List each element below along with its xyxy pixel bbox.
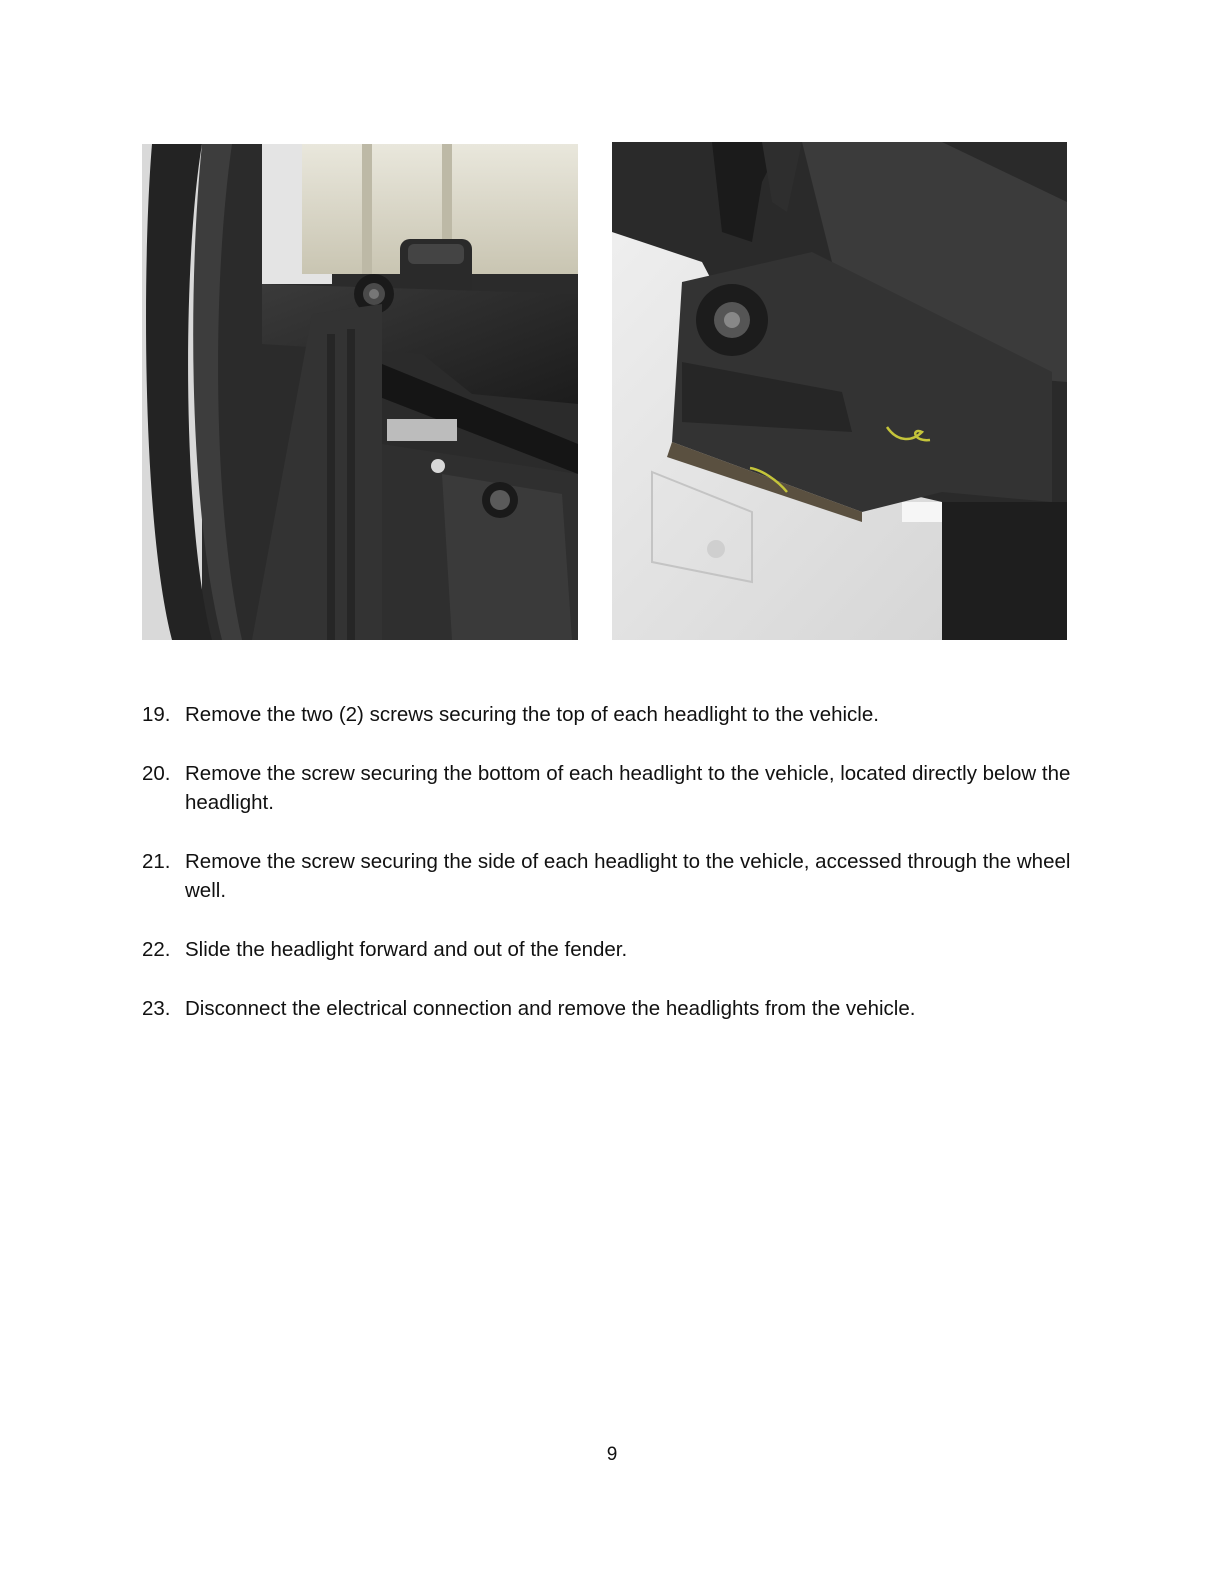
step-number: 21. <box>142 850 171 873</box>
step-text: Remove the screw securing the bottom of each headlight to the vehicle, located directly below the headlight. <box>185 762 1071 814</box>
instruction-list <box>142 700 1082 1053</box>
photo-headlight-top-screws <box>142 144 578 640</box>
photo-headlight-top-screws-image <box>142 144 578 640</box>
instruction-step <box>142 935 1082 964</box>
instruction-step <box>142 700 1082 729</box>
step-number: 20. <box>142 762 171 785</box>
step-text: Slide the headlight forward and out of the fender. <box>185 938 628 961</box>
step-number: 22. <box>142 938 171 961</box>
page-number: 9 <box>606 1444 618 1465</box>
step-number: 23. <box>142 997 171 1020</box>
instruction-step <box>142 994 1082 1023</box>
photo-headlight-bottom-screw-image <box>612 142 1067 640</box>
step-text: Remove the screw securing the side of each headlight to the vehicle, accessed through the wheel well. <box>185 850 1071 902</box>
step-number: 19. <box>142 703 171 726</box>
step-text: Disconnect the electrical connection and remove the headlights from the vehicle. <box>185 997 916 1020</box>
step-text: Remove the two (2) screws securing the top of each headlight to the vehicle. <box>185 703 879 726</box>
instruction-step <box>142 847 1082 905</box>
photo-headlight-bottom-screw <box>612 142 1067 640</box>
instruction-step <box>142 759 1082 817</box>
